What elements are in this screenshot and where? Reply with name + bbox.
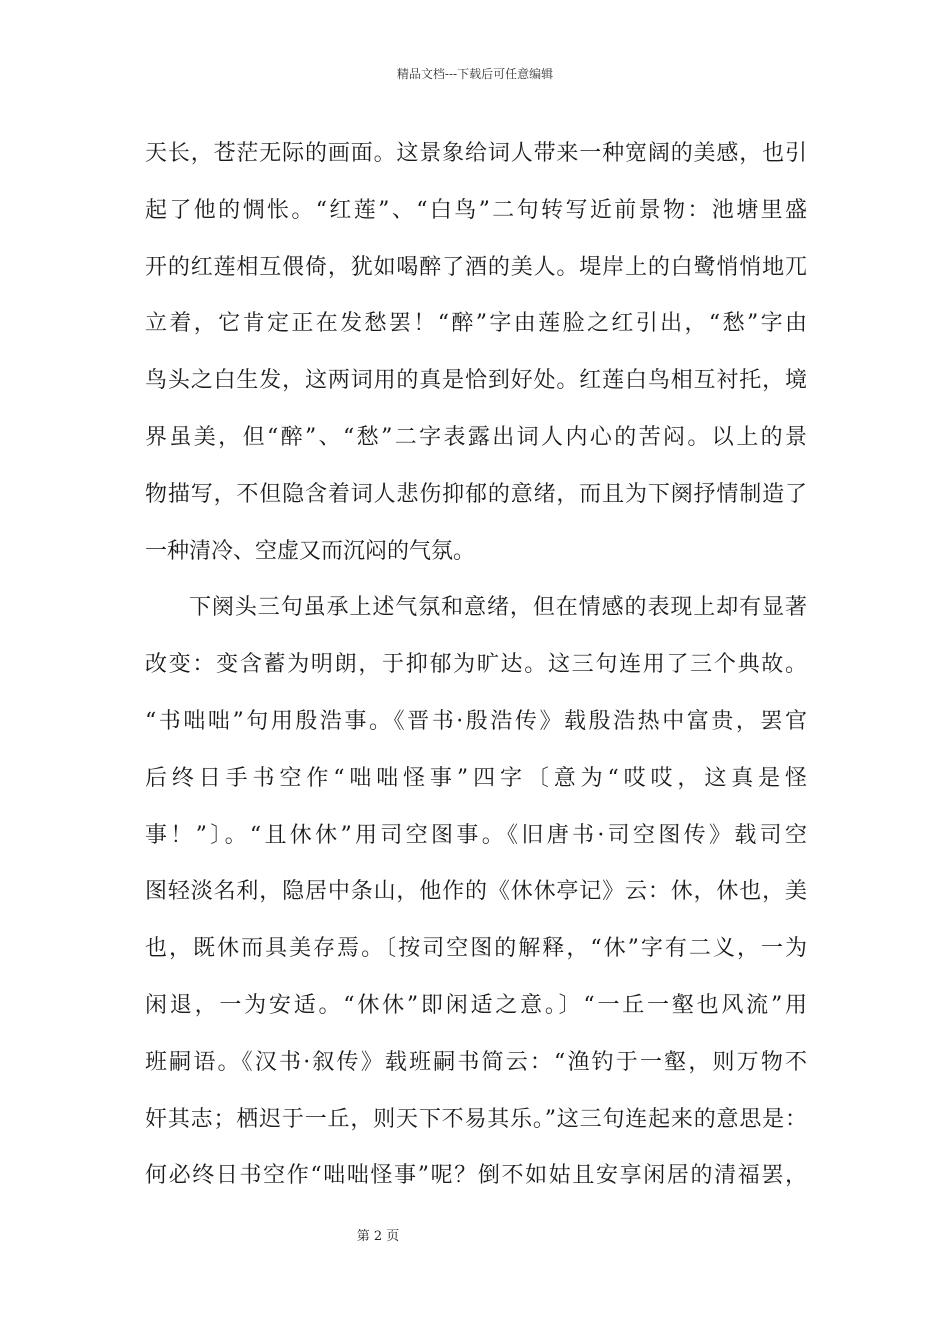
- text-line: 图轻淡名利，隐居中条山，他作的《休休亭记》云：休，休也，美: [145, 879, 807, 905]
- paragraph-1: [145, 126, 807, 580]
- text-line: 闲退，一为安适。“休休”即闲适之意。〕“一丘一壑也风流”用: [145, 992, 807, 1018]
- document-body: [145, 126, 807, 1205]
- text-line: 也，既休而具美存焉。〔按司空图的解释，“休”字有二义，一为: [145, 936, 807, 962]
- page-number: 第 2 页: [356, 1229, 400, 1244]
- page-header: 精品文档---下载后可任意编辑: [396, 67, 554, 81]
- text-line: 物描写，不但隐含着词人悲伤抑郁的意绪，而且为下阕抒情制造了: [145, 481, 807, 507]
- text-line: 事！”〕。“且休休”用司空图事。《旧唐书·司空图传》载司空: [145, 822, 807, 848]
- paragraph-2: [145, 580, 807, 1205]
- text-line: 后终日手书空作“咄咄怪事”四字〔意为“哎哎，这真是怪: [145, 765, 807, 791]
- text-line: 界虽美，但“醉”、“愁”二字表露出词人内心的苦闷。以上的景: [145, 424, 807, 450]
- text-line: 奸其志；栖迟于一丘，则天下不易其乐。”这三句连起来的意思是：: [145, 1106, 807, 1132]
- text-line: 何必终日书空作“咄咄怪事”呢？倒不如姑且安享闲居的清福罢，: [145, 1163, 807, 1189]
- text-line: 天长，苍茫无际的画面。这景象给词人带来一种宽阔的美感，也引: [145, 141, 807, 166]
- text-line: “书咄咄”句用殷浩事。《晋书·殷浩传》载殷浩热中富贵，罢官: [145, 708, 807, 734]
- text-line: 立着，它肯定正在发愁罢！“醉”字由莲脸之红引出，“愁”字由: [145, 311, 807, 337]
- text-line: 班嗣语。《汉书·叙传》载班嗣书简云：“渔钓于一壑，则万物不: [145, 1049, 807, 1075]
- text-line: 开的红莲相互偎倚，犹如喝醉了酒的美人。堤岸上的白鹭悄悄地兀: [145, 254, 807, 280]
- text-line: 鸟头之白生发，这两词用的真是恰到好处。红莲白鸟相互衬托，境: [145, 368, 807, 394]
- text-line: 改变：变含蓄为明朗，于抑郁为旷达。这三句连用了三个典故。: [145, 652, 807, 678]
- text-line: 一种清冷、空虚又而沉闷的气氛。: [145, 538, 476, 564]
- text-line: 起了他的惆怅。“红莲”、“白鸟”二句转写近前景物：池塘里盛: [145, 197, 807, 223]
- text-line: 下阕头三句虽承上述气氛和意绪，但在情感的表现上却有显著: [189, 595, 807, 621]
